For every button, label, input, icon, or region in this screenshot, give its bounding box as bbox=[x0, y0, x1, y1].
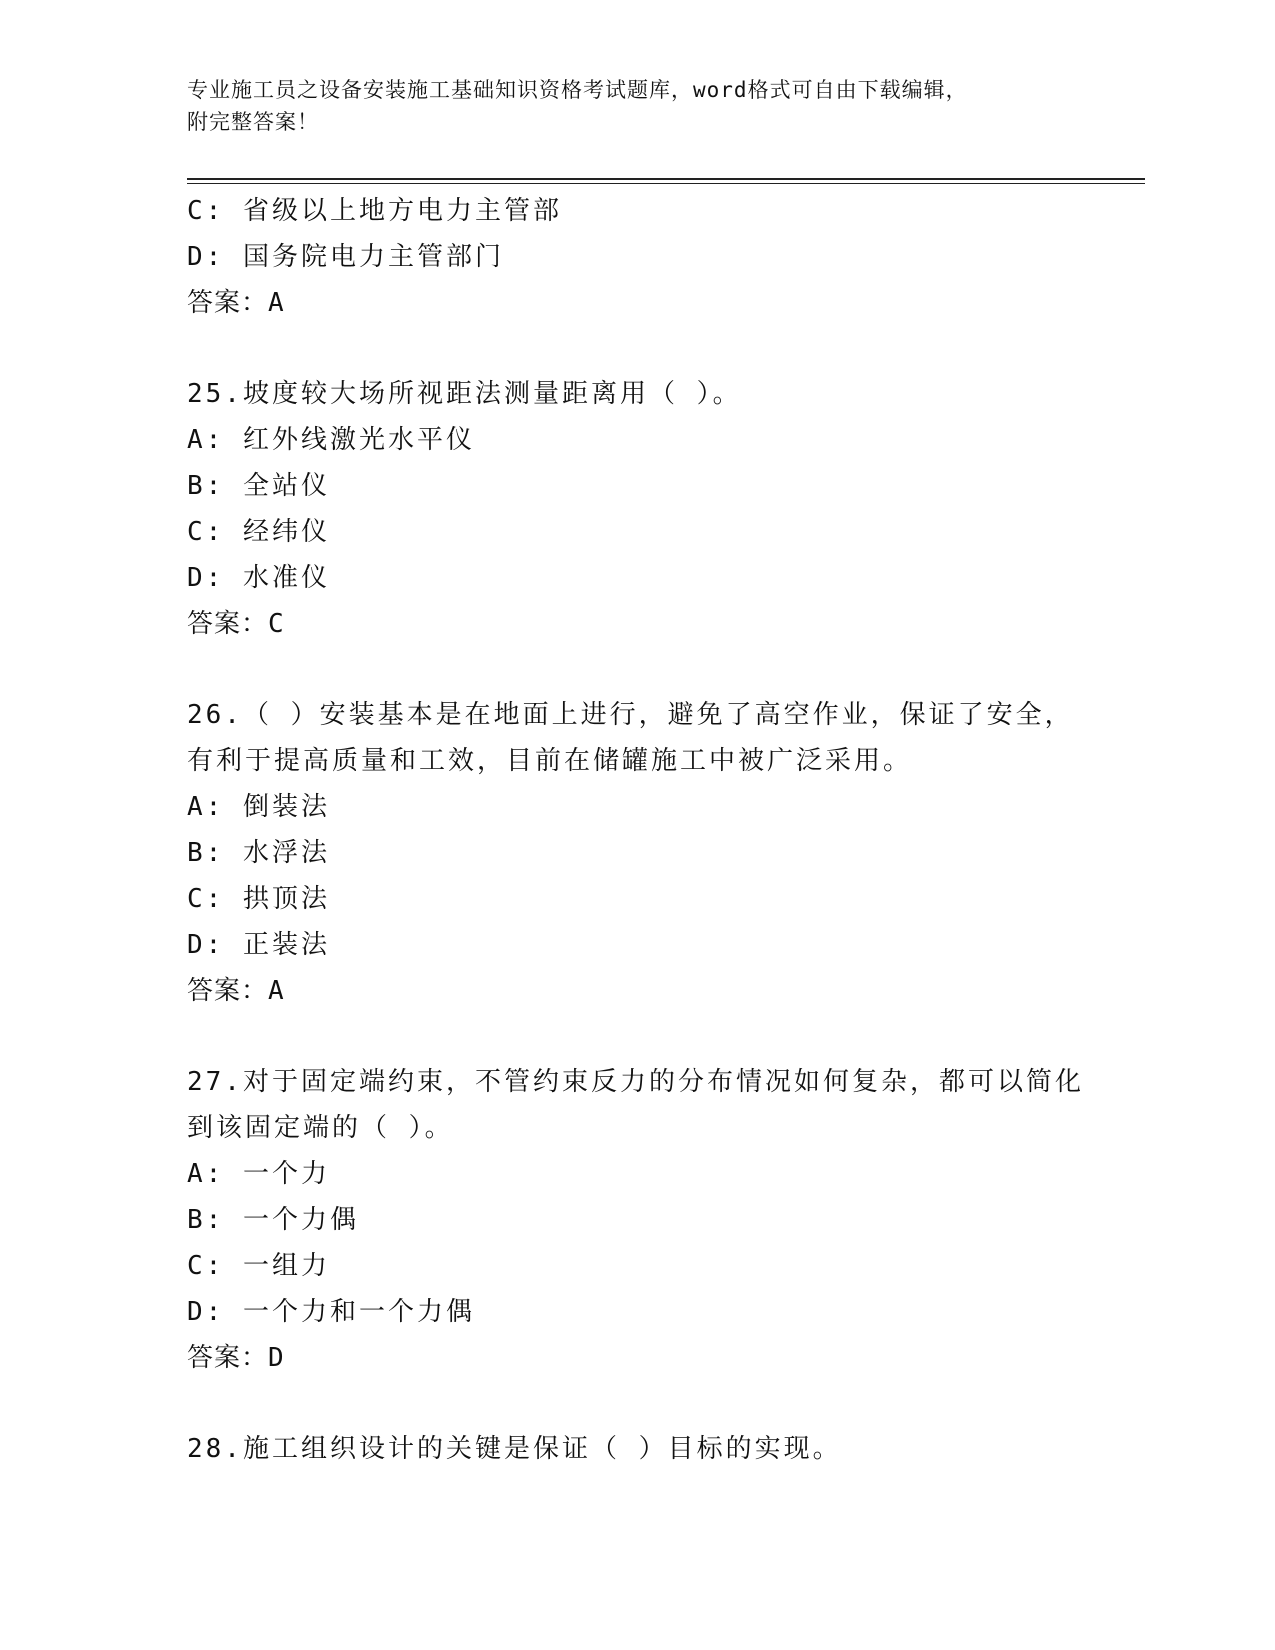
answer-label: 答案： bbox=[187, 976, 269, 1006]
option-c: C: 一组力 bbox=[187, 1251, 330, 1281]
question-stem-line-1: 27.对于固定端约束，不管约束反力的分布情况如何复杂，都可以简化 bbox=[187, 1067, 1084, 1097]
question-stem-line-2: 到该固定端的（ ）。 bbox=[187, 1113, 454, 1143]
answer-line bbox=[187, 280, 1087, 326]
question-stem: 28.施工组织设计的关键是保证（ ）目标的实现。 bbox=[187, 1434, 842, 1464]
header-divider-thick bbox=[187, 178, 1145, 180]
header-divider-thin bbox=[187, 183, 1145, 184]
answer-value: A bbox=[268, 288, 285, 318]
question-list bbox=[187, 188, 1087, 1472]
option-d: D: 国务院电力主管部门 bbox=[187, 242, 504, 272]
option-d: D: 正装法 bbox=[187, 930, 330, 960]
question-27 bbox=[187, 1059, 1087, 1381]
answer-line bbox=[187, 968, 1087, 1014]
option-d: D: 一个力和一个力偶 bbox=[187, 1297, 475, 1327]
option-b: B: 一个力偶 bbox=[187, 1205, 359, 1235]
answer-value: A bbox=[268, 976, 285, 1006]
question-26 bbox=[187, 692, 1087, 1014]
header-line-2: 附完整答案！ bbox=[187, 110, 319, 134]
question-28 bbox=[187, 1426, 1087, 1472]
option-c: C: 省级以上地方电力主管部 bbox=[187, 196, 562, 226]
answer-label: 答案： bbox=[187, 609, 269, 639]
question-stem: 25.坡度较大场所视距法测量距离用（ ）。 bbox=[187, 379, 742, 409]
answer-value: D bbox=[268, 1343, 285, 1373]
option-b: B: 全站仪 bbox=[187, 471, 330, 501]
question-25 bbox=[187, 371, 1087, 647]
option-c: C: 拱顶法 bbox=[187, 884, 330, 914]
answer-line bbox=[187, 601, 1087, 647]
option-c: C: 经纬仪 bbox=[187, 517, 330, 547]
option-b: B: 水浮法 bbox=[187, 838, 330, 868]
option-d: D: 水准仪 bbox=[187, 563, 330, 593]
answer-value: C bbox=[268, 609, 285, 639]
answer-label: 答案： bbox=[187, 288, 269, 318]
answer-line bbox=[187, 1335, 1087, 1381]
option-a: A: 红外线激光水平仪 bbox=[187, 425, 475, 455]
question-stem-line-2: 有利于提高质量和工效，目前在储罐施工中被广泛采用。 bbox=[187, 746, 913, 776]
page-header bbox=[187, 74, 1107, 138]
option-a: A: 一个力 bbox=[187, 1159, 330, 1189]
previous-question-tail bbox=[187, 188, 1087, 326]
option-a: A: 倒装法 bbox=[187, 792, 330, 822]
answer-label: 答案： bbox=[187, 1343, 269, 1373]
header-line-1: 专业施工员之设备安装施工基础知识资格考试题库，word格式可自由下载编辑， bbox=[187, 78, 968, 102]
question-stem-line-1: 26.（ ）安装基本是在地面上进行，避免了高空作业，保证了安全， bbox=[187, 700, 1074, 730]
